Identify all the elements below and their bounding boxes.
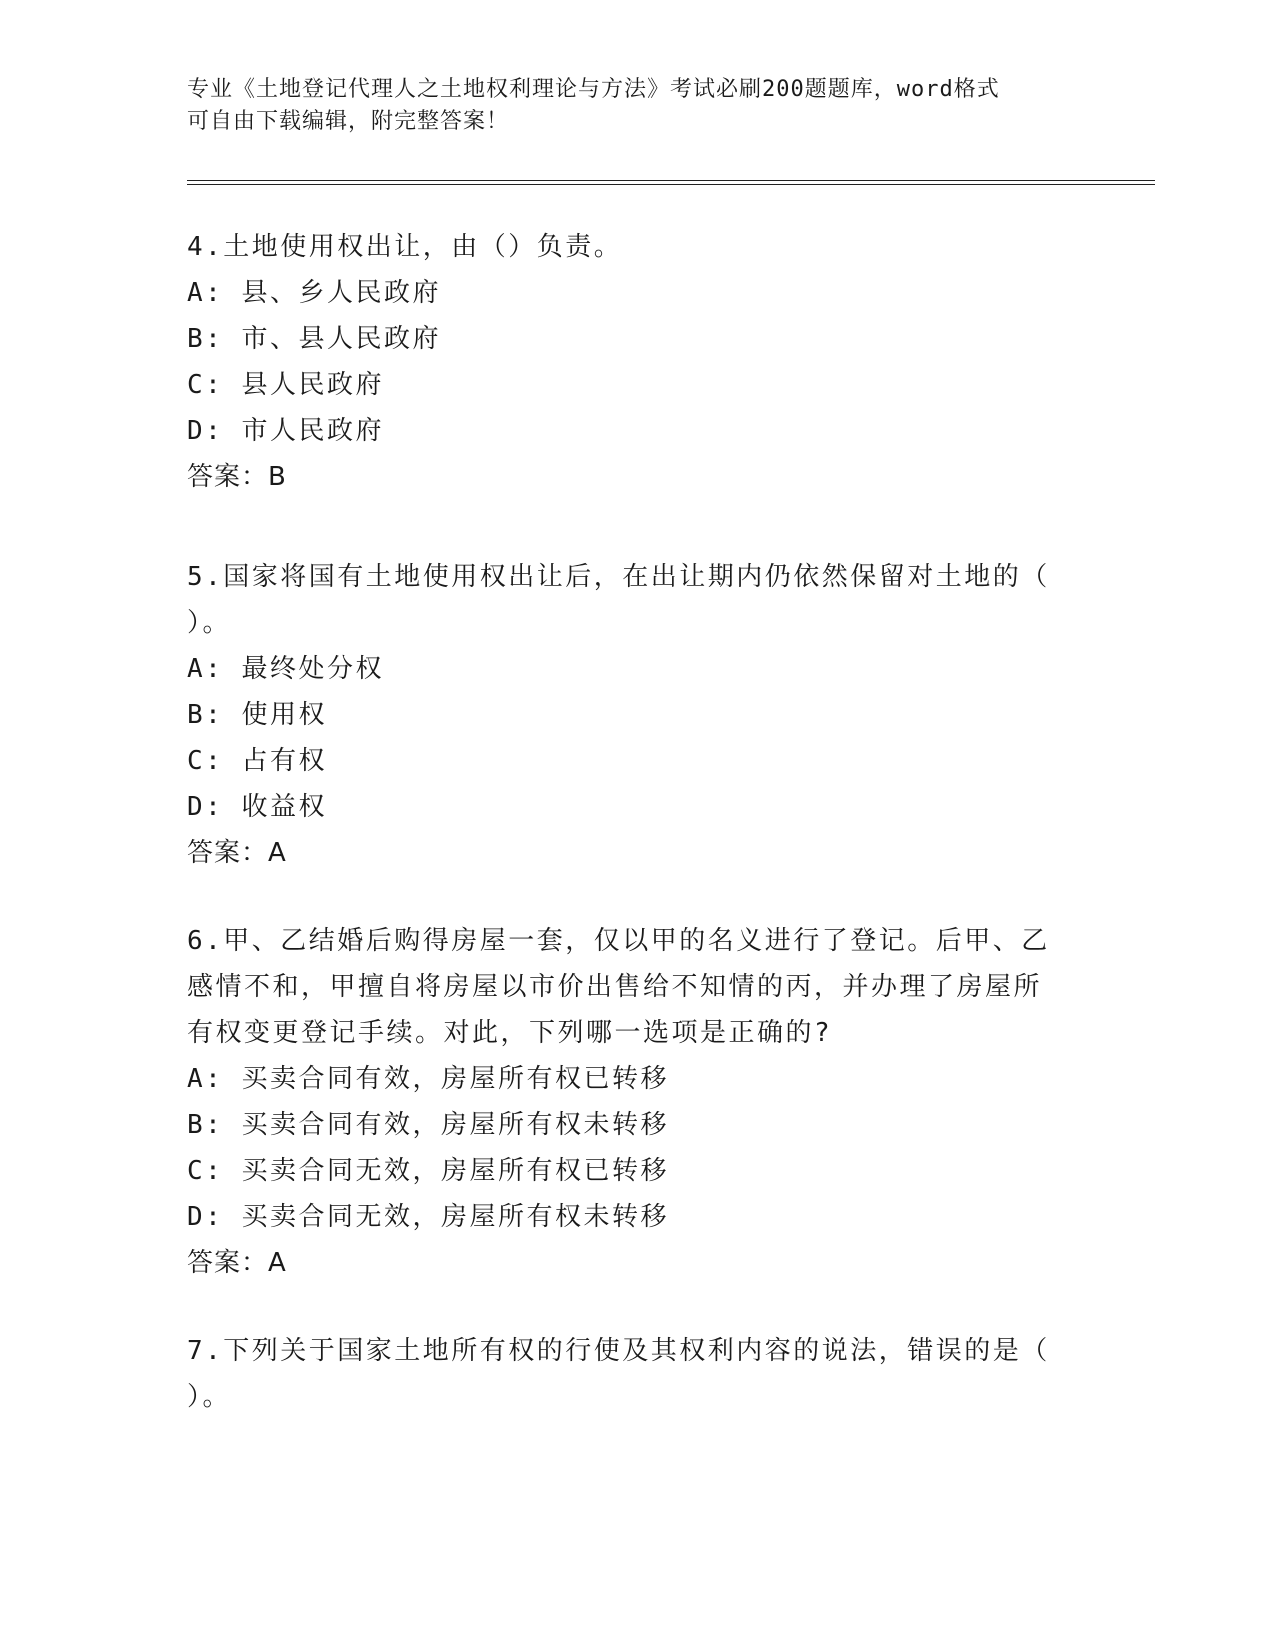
answer: 答案：B — [187, 462, 287, 492]
header-divider-bottom — [187, 184, 1155, 185]
option-c: C: 县人民政府 — [187, 370, 384, 400]
option-c: C: 买卖合同无效，房屋所有权已转移 — [187, 1156, 669, 1186]
question-5 — [187, 554, 1067, 876]
option-b: B: 市、县人民政府 — [187, 324, 441, 354]
header-line-1: 专业《土地登记代理人之土地权利理论与方法》考试必刷200题题库，word格式 — [187, 77, 1000, 102]
question-stem: 4.土地使用权出让，由（）负责。 — [187, 232, 623, 262]
header-divider-top — [187, 180, 1155, 181]
question-stem: ）。 — [187, 1382, 232, 1412]
question-stem: 5.国家将国有土地使用权出让后，在出让期内仍依然保留对土地的（ — [187, 562, 1050, 592]
option-a: A: 买卖合同有效，房屋所有权已转移 — [187, 1064, 669, 1094]
question-6 — [187, 918, 1067, 1286]
answer: 答案：A — [187, 838, 287, 868]
question-stem: 感情不和，甲擅自将房屋以市价出售给不知情的丙，并办理了房屋所 — [187, 972, 1043, 1002]
question-4 — [187, 224, 1067, 500]
option-a: A: 最终处分权 — [187, 654, 384, 684]
question-stem: ）。 — [187, 608, 232, 638]
header-line-2: 可自由下载编辑，附完整答案！ — [187, 109, 510, 134]
option-d: D: 市人民政府 — [187, 416, 384, 446]
option-a: A: 县、乡人民政府 — [187, 278, 441, 308]
option-d: D: 买卖合同无效，房屋所有权未转移 — [187, 1202, 669, 1232]
question-7 — [187, 1328, 1067, 1420]
option-d: D: 收益权 — [187, 792, 327, 822]
answer: 答案：A — [187, 1248, 287, 1278]
option-b: B: 使用权 — [187, 700, 327, 730]
document-header — [187, 74, 1067, 138]
question-stem: 有权变更登记手续。对此，下列哪一选项是正确的? — [187, 1018, 833, 1048]
question-stem: 7.下列关于国家土地所有权的行使及其权利内容的说法，错误的是（ — [187, 1336, 1050, 1366]
question-stem: 6.甲、乙结婚后购得房屋一套，仅以甲的名义进行了登记。后甲、乙 — [187, 926, 1050, 956]
option-b: B: 买卖合同有效，房屋所有权未转移 — [187, 1110, 669, 1140]
option-c: C: 占有权 — [187, 746, 327, 776]
